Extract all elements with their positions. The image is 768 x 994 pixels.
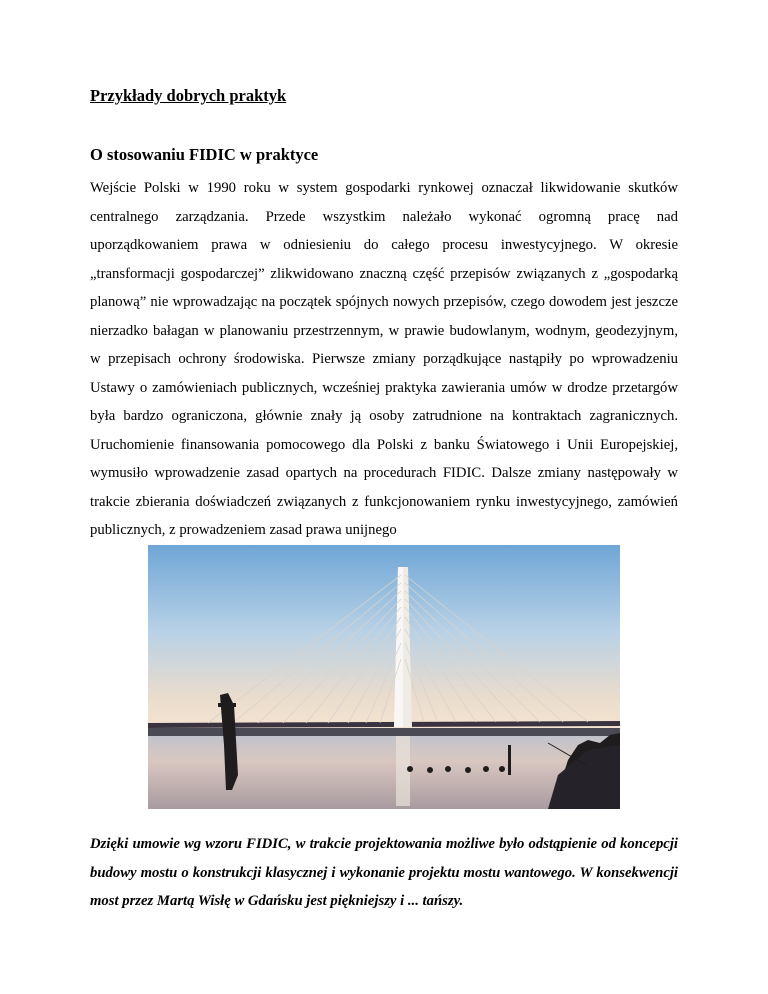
body-paragraph: Wejście Polski w 1990 roku w system gospodarki rynkowej oznaczał likwidowanie skutków centralnego zarządzania. Przede wszystkim należało wykonać ogromną pracę nad uporządkowaniem prawa w odniesieniu do całego procesu inwestycyjnego. W okresie „transformacji gospodarczej” zlikwidowano znaczną część przepisów związanych z „gospodarką planową” nie wprowadzając na początek spójnych nowych przepisów, czego dowodem jest jeszcze nierzadko bałagan w planowaniu przestrzennym, w prawie budowlanym, wodnym, geodezyjnym, w przepisach ochrony środowiska. Pierwsze zmiany porządkujące nastąpiły po wprowadzeniu Ustawy o zamówieniach publicznych, wcześniej praktyka zawierania umów w drodze przetargów była bardzo ograniczona, głównie znały ją osoby zatrudnione na kontraktach zagranicznych. Uruchomienie finansowania pomocowego dla Polski z banku Światowego i Unii Europejskiej, wymusiło wprowadzenie zasad opartych na procedurach FIDIC. Dalsze zmiany następowały w trakcie zbierania doświadczeń związanych z funkcjonowaniem rynku inwestycyjnego, zamówień publicznych, z prowadzeniem zasad prawa unijnego <box>90 180 678 538</box>
document-title: Przykłady dobrych praktyk <box>90 86 287 105</box>
photo-caption: Dzięki umowie wg wzoru FIDIC, w trakcie projektowania możliwe było odstąpienie od koncepcji budowy mostu o konstrukcji klasycznej i wykonanie projektu mostu wantowego. W konsekwencji most przez Martą Wisłę w Gdańsku jest piękniejszy i ... tańszy. <box>90 836 678 909</box>
bridge-photo <box>148 545 620 809</box>
section-heading: O stosowaniu FIDIC w praktyce <box>90 145 319 164</box>
